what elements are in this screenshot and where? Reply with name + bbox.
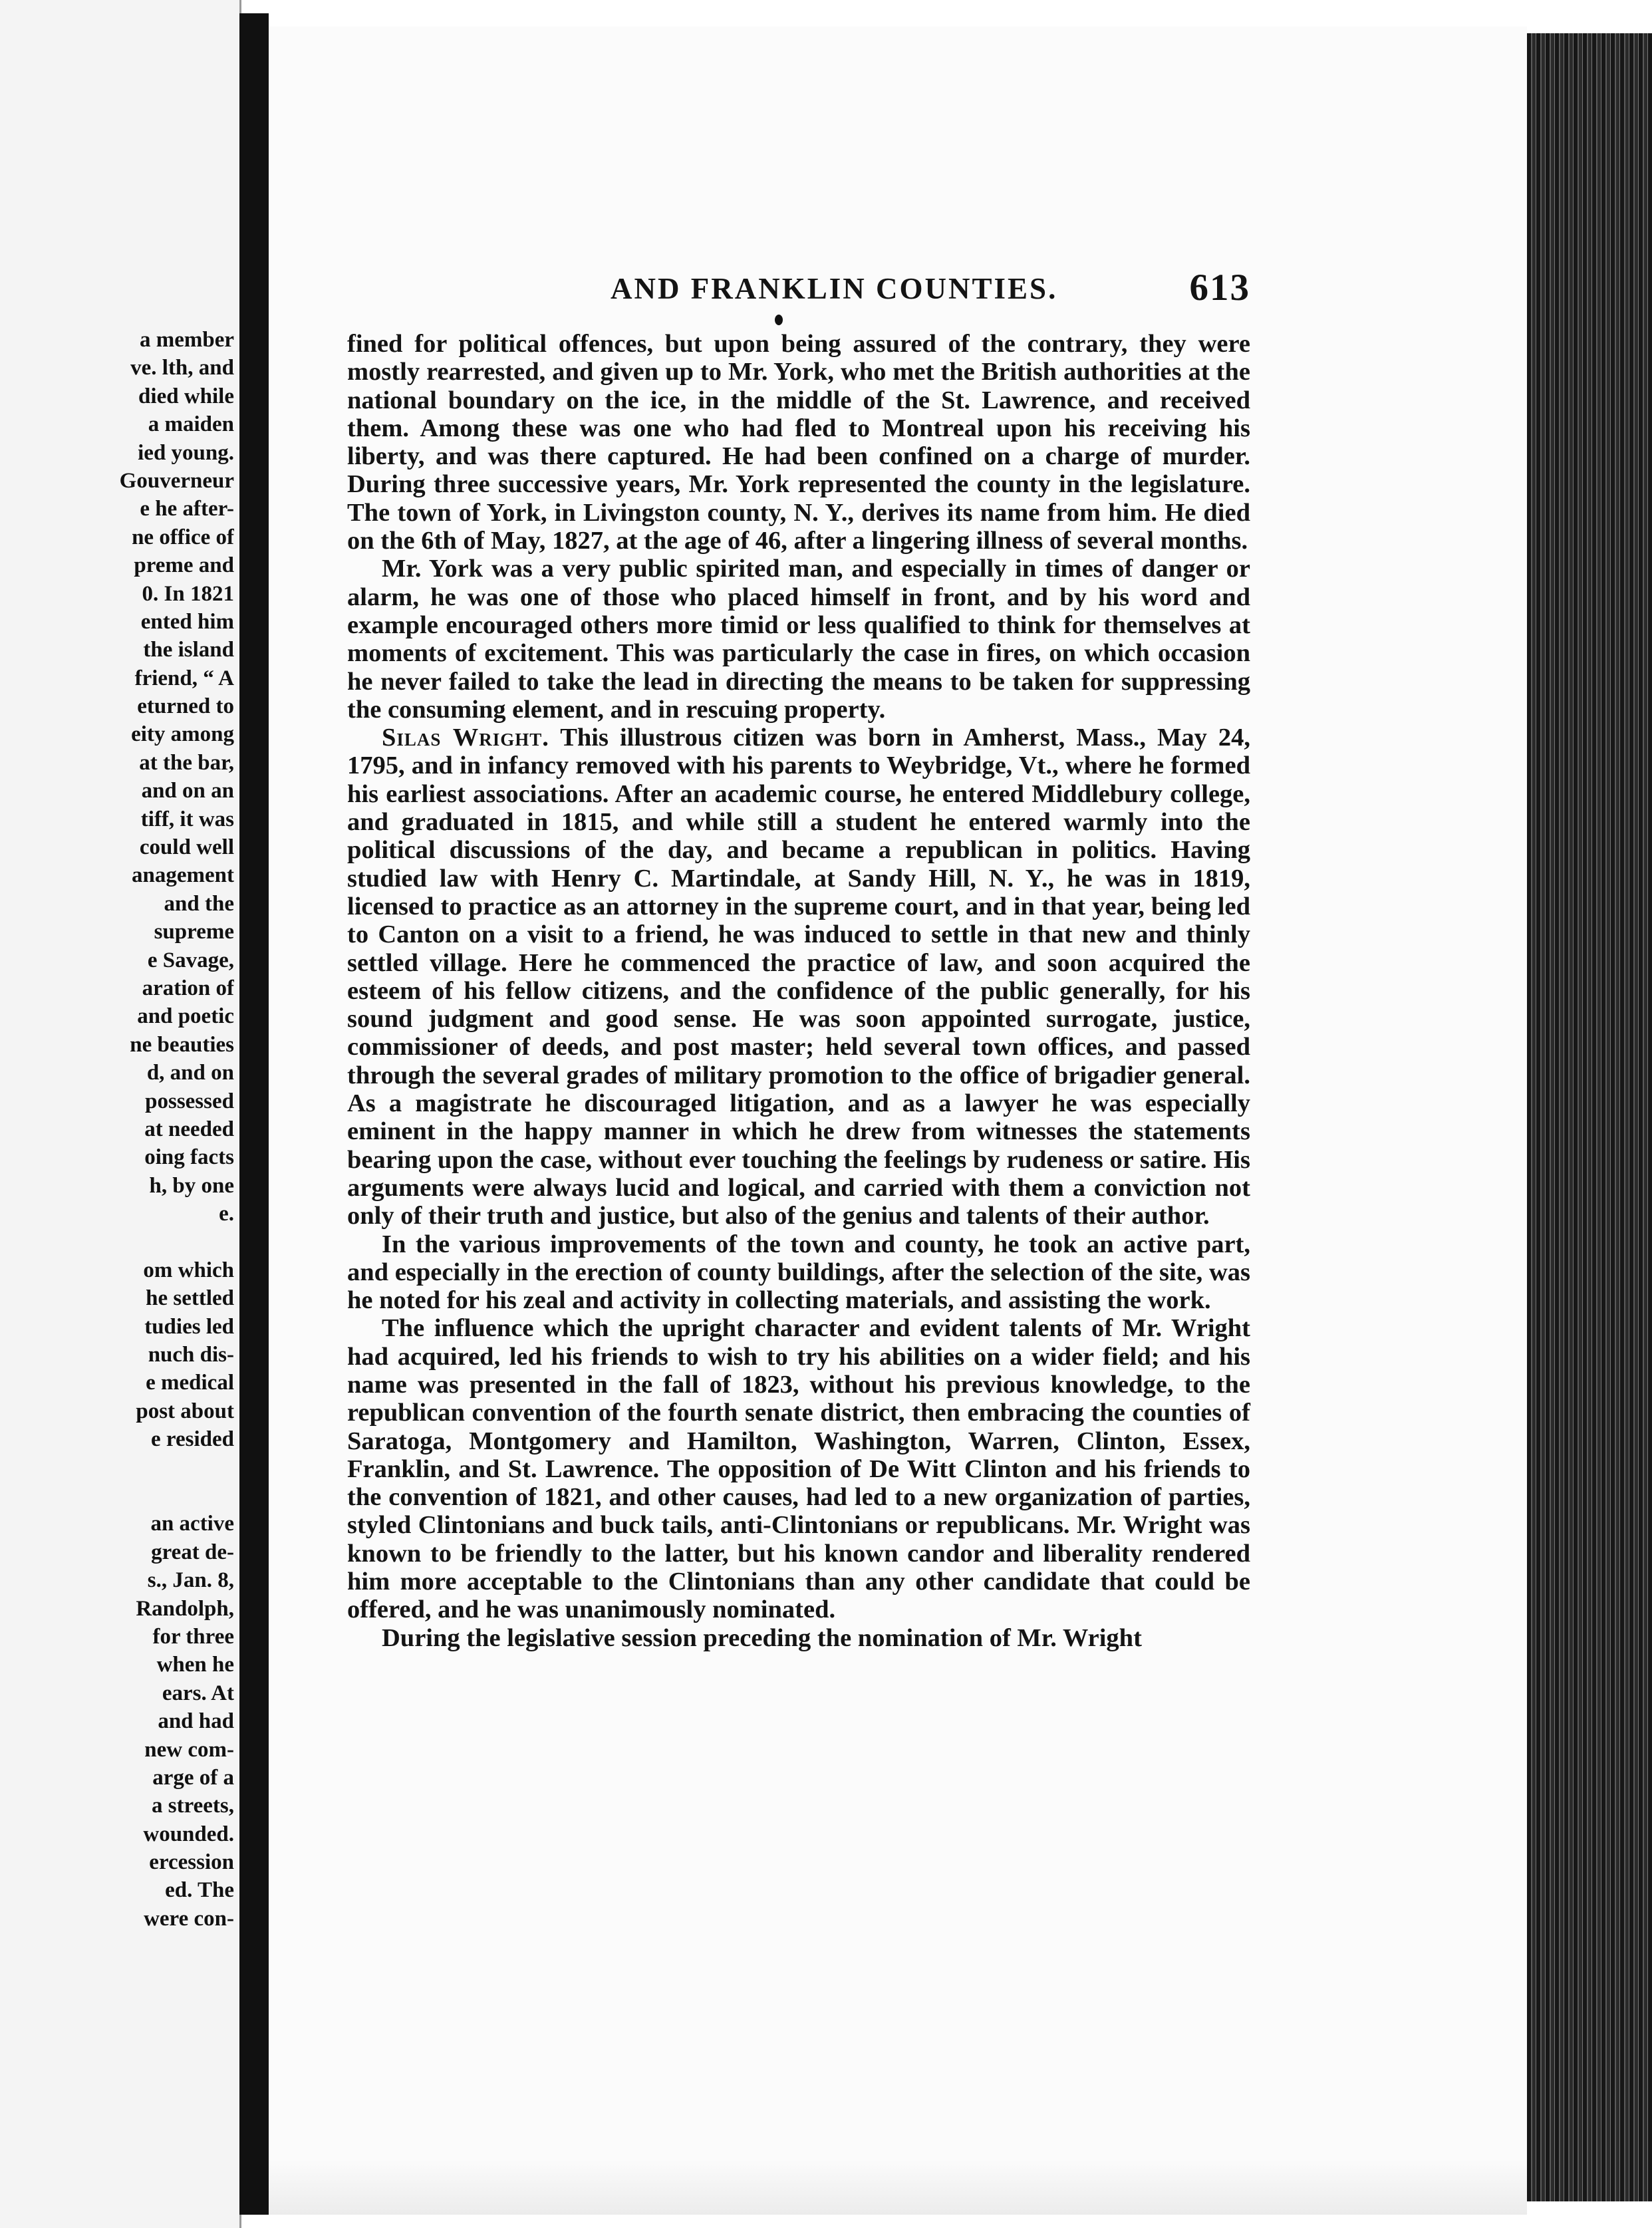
left-page-line: eturned to (137, 694, 234, 719)
left-page-line: anagement (132, 863, 234, 888)
left-page-line: at needed (144, 1117, 234, 1141)
left-page-line: at the bar, (139, 750, 234, 775)
left-page-line: e Savage, (147, 948, 234, 972)
left-page-line: d, and on (146, 1061, 234, 1085)
left-page-line: a maiden (148, 412, 234, 437)
left-page-line: e. (219, 1202, 234, 1226)
left-page-line: tudies led (144, 1314, 234, 1339)
left-page-line: arge of a (152, 1765, 234, 1790)
left-page-line: and on an (141, 779, 234, 803)
paragraph-2: Mr. York was a very public spirited man, and especially in times of danger or alarm, he was one of those who placed himself in front, and by his word and example encouraged others more timid or less qualified to think for themselves at moments of excitement. This was particularly the case in fires, on which occasion he never failed to take the lead in directing the means to be taken for suppressing the consuming element, and in rescuing property. (347, 555, 1250, 724)
left-page-line: s., Jan. 8, (147, 1568, 234, 1593)
left-page-line: om which (143, 1258, 234, 1282)
left-page-line: and poetic (137, 1004, 234, 1029)
left-page-line (0, 1228, 234, 1256)
left-page-line: ne beauties (130, 1032, 234, 1057)
left-page-line: nuch dis- (148, 1343, 234, 1367)
left-page-line: oing facts (144, 1145, 234, 1170)
left-page-line: an active (150, 1512, 234, 1536)
left-page-line: Randolph, (136, 1596, 234, 1621)
paragraph-6: During the legislative session preceding the nomination of Mr. Wright (382, 1623, 1142, 1652)
left-page-line: post about (136, 1399, 234, 1423)
left-page-line: aration of (142, 976, 234, 1000)
left-page-line: ve. lth, and (130, 356, 234, 380)
left-page-line: the island (143, 638, 234, 662)
running-title: AND FRANKLIN COUNTIES. (611, 272, 1058, 305)
left-page-line: preme and (134, 553, 234, 578)
left-page-line: could well (139, 835, 234, 860)
left-page-line: ears. At (162, 1681, 234, 1705)
biography-name: Silas Wright. (382, 724, 549, 752)
book-gutter (239, 13, 269, 2215)
printer-ornament (775, 315, 783, 325)
left-page-line: a member (139, 328, 234, 352)
page-edges (1527, 33, 1652, 2201)
left-page-line: he settled (146, 1286, 234, 1311)
left-page-line: tiff, it was (140, 807, 234, 831)
left-page-text-fragments (0, 326, 234, 1933)
page-number: 613 (1189, 267, 1250, 309)
left-page-line: and the (164, 891, 234, 916)
left-page-line: a streets, (151, 1794, 234, 1818)
paragraph-1: fined for political offences, but upon being assured of the contrary, they were mostly rearrested, and given up to Mr. York, who met the British authorities at the national boundary on the ice, in the middle of the St. Lawrence, and received them. Among these was one who had fled to Montreal upon his receiving his liberty, and was there captured. He had been confined on a charge of murder. During three successive years, Mr. York represented the county in the legislature. The town of York, in Livingston county, N. Y., derives its name from him. He died on the 6th of May, 1827, at the age of 46, after a lingering illness of several months. (347, 330, 1250, 555)
left-page-line: e medical (146, 1371, 234, 1395)
left-page-line: were con- (144, 1906, 234, 1931)
paragraph-5: The influence which the upright character and evident talents of Mr. Wright had acquired, led his friends to wish to try his abilities on a wider field; and his name was presented in the fall of 1823, without his previous knowledge, to the republican convention of the fourth senate district, then embracing the counties of Saratoga, Montgomery and Hamilton, Washington, Warren, Clinton, Essex, Franklin, and St. Lawrence. The opposition of De Witt Clinton and his friends to the convention of 1821, and other causes, had led to a new organization of parties, styled Clintonians and buck tails, anti-Clintonians or republicans. Mr. Wright was known to be friendly to the latter, but his known candor and liberality rendered him more acceptable to the Clintonians than any other candidate that could be offered, and he was unanimously nominated. (347, 1314, 1250, 1624)
paragraph-3-text: This illustrous citizen was born in Amherst, Mass., May 24, 1795, and in infancy removed with his parents to Weybridge, Vt., where he formed his earliest associations. After an academic course, he entered Middlebury college, and graduated in 1815, and while still a student he entered warmly into the political discussions of the day, and became a republican in politics. Having studied law with Henry C. Martindale, at Sandy Hill, N. Y., he was in 1819, licensed to practice as an attorney in the supreme court, and in that year, being led to Canton on a visit to a friend, he was induced to settle in that new and thinly settled village. Here he commenced the practice of law, and soon acquired the esteem of his fellow citizens, and the confidence of the public generally, for his sound judgment and good sense. He was soon appointed surrogate, justice, commissioner of deeds, and post master; held several town offices, and passed through the several grades of military promotion to the office of brigadier general. As a magistrate he discouraged litigation, and as a lawyer he was especially eminent in the happy manner in which he drew from witnesses the statements bearing upon the case, without ever touching the feelings by rudeness or satire. His arguments were always lucid and logical, and carried with them a conviction not only of their truth and justice, but also of the genius and talents of their author. (347, 724, 1251, 1230)
left-page-line: ied young. (138, 440, 234, 465)
left-page-line: ercession (149, 1850, 234, 1875)
page-bottom-shading (269, 2160, 1527, 2215)
left-page-line: for three (152, 1624, 234, 1649)
left-page-line: 0. In 1821 (142, 581, 234, 606)
left-page-line (0, 1482, 234, 1510)
left-page-line: e resided (151, 1427, 234, 1452)
left-page-line: died while (138, 384, 234, 408)
left-page-line (0, 1454, 234, 1482)
left-page-line: great de- (151, 1540, 234, 1564)
left-page-line: friend, “ A (134, 666, 234, 690)
left-page-line: Gouverneur (119, 468, 234, 493)
left-page-line: wounded. (143, 1822, 234, 1846)
left-page-line: e he after- (140, 497, 234, 521)
left-page-line: supreme (154, 920, 234, 944)
paragraph-4: In the various improvements of the town and county, he took an active part, and especially in the erection of county buildings, after the selection of the site, was he noted for his zeal and activity in collecting materials, and assisting the work. (347, 1230, 1250, 1315)
running-head (346, 266, 1250, 313)
left-page-line: and had (158, 1709, 234, 1734)
paragraph-3 (347, 724, 1250, 1230)
body-text (347, 330, 1250, 1652)
left-page-line: when he (156, 1653, 234, 1677)
left-page-line: new com- (144, 1737, 234, 1762)
left-page-line: eity among (131, 722, 234, 747)
left-page-line: ne office of (132, 525, 234, 549)
left-page-line: possessed (145, 1089, 234, 1113)
facing-left-page (0, 0, 241, 2228)
left-page-line: h, by one (149, 1173, 234, 1198)
left-page-line: ented him (140, 609, 234, 634)
left-page-line: ed. The (165, 1878, 234, 1903)
